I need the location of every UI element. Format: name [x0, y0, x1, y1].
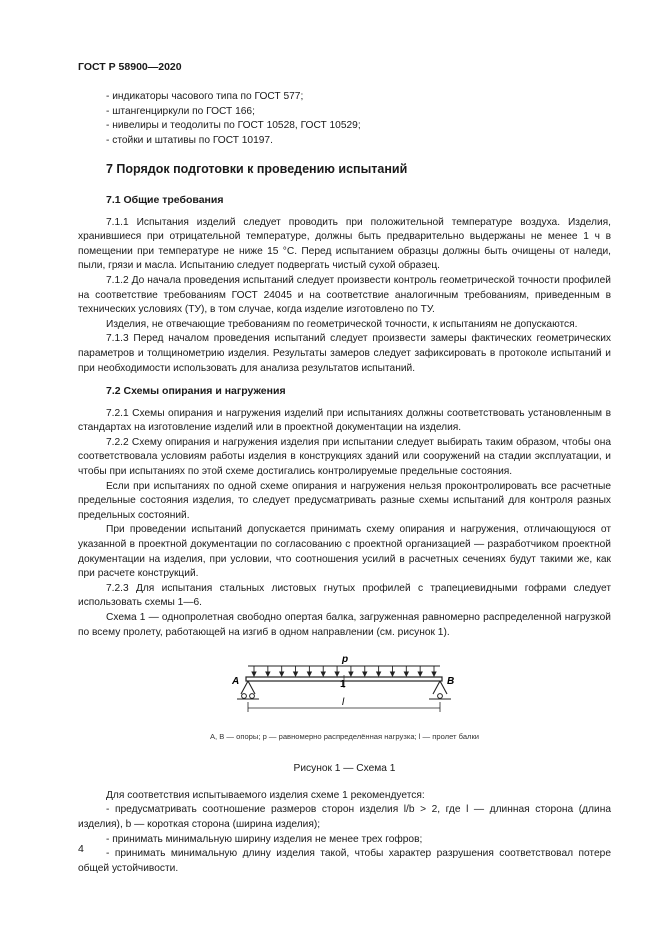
load-arrow-head — [335, 672, 339, 676]
load-label: p — [342, 654, 349, 666]
subsection-heading: 7.2 Схемы опирания и нагружения — [106, 385, 286, 398]
span-label: l — [342, 697, 345, 709]
paragraph: Для соответствия испытываемого изделия схеме 1 рекомендуется: — [106, 789, 425, 801]
paragraph: 7.1.2 До начала проведения испытаний следует произвести контроль геометрической точности профилей на соответствие требованиям ГОСТ 24045 и на соответствие аналогичным требованиям, приведенным в технических условиях (ТУ), в том случае, когда изделие изготовлено по ТУ. — [78, 274, 611, 316]
load-arrow-head — [307, 672, 311, 676]
paragraph: 7.2.2 Схему опирания и нагружения изделия при испытании следует выбирать таким образом, чтобы она соответствовала условиям работы изделия в конструкциях зданий или сооружений на стадии эксплуатации, и чтобы при испытаниях по этой схеме достигались контролируемые предельные состояния. — [78, 436, 611, 478]
list-item: - предусматривать соотношение размеров сторон изделия l/b > 2, где l — длинная сторона (длина изделия), b — короткая сторона (ширина изделия); — [78, 804, 611, 830]
paragraph: Изделия, не отвечающие требованиям по геометрической точности, к испытаниям не допускаются. — [106, 318, 578, 330]
section-heading: 7 Порядок подготовки к проведению испытаний — [106, 162, 408, 177]
standard-header: ГОСТ Р 58900—2020 — [78, 61, 182, 73]
support-b-label: B — [447, 676, 455, 688]
list-item: - штангенциркули по ГОСТ 166; — [106, 105, 255, 117]
load-arrow-head — [266, 672, 270, 676]
subsection-heading: 7.1 Общие требования — [106, 193, 224, 206]
load-arrow-head — [418, 672, 422, 676]
figure-note: A, B — опоры; p — равномерно распределённая нагрузка; l — пролет балки — [209, 732, 480, 742]
load-arrow-head — [432, 672, 436, 676]
load-arrow-head — [294, 672, 298, 676]
support-a-label: A — [232, 676, 240, 688]
load-arrow-head — [390, 672, 394, 676]
tools-list — [78, 90, 611, 148]
paragraph: Схема 1 — однопролетная свободно опертая балка, загруженная равномерно распределенной нагрузкой по всему пролету, работающей на изгиб в одном направлении (см. рисунок 1). — [78, 612, 611, 638]
paragraph: 7.1.1 Испытания изделий следует проводить при положительной температуре воздуха. Изделия, хранившиеся при отрицательной температуре, должны быть предварительно выдержаны не менее 1 ч в помещении при температуре не ниже 15 °С. Перед испытанием образцы должны быть очищены от наледи, пыли, грязи и масла. Испытанию следует подвергать чистый сухой образец. — [78, 216, 611, 272]
figure-caption: Рисунок 1 — Схема 1 — [293, 763, 396, 775]
page-number: 4 — [78, 843, 84, 855]
load-arrow-head — [363, 672, 367, 676]
paragraph: Если при испытаниях по одной схеме опирания и нагружения нельзя проконтролировать все расчетные предельные состояния изделия, то следует предусматривать разные схемы испытаний для контроля разных предельных состояний. — [78, 480, 611, 521]
load-arrow-head — [280, 672, 284, 676]
load-arrow-head — [321, 672, 325, 676]
list-item: - принимать минимальную ширину изделия не менее трех гофров; — [106, 833, 423, 845]
support-a — [237, 681, 259, 699]
list-item: - стойки и штативы по ГОСТ 10197. — [106, 134, 273, 146]
load-arrow-head — [349, 672, 353, 676]
paragraph: 7.1.3 Перед началом проведения испытаний следует произвести замеры фактических геометрических параметров и толщинометрию изделия. Результаты замеров следует зафиксировать в протоколе испытаний и при необходимости использовать для анализа результатов испытаний. — [78, 333, 611, 374]
load-arrows — [252, 666, 436, 676]
figure-scheme-1 — [78, 648, 611, 752]
paragraph: При проведении испытаний допускается принимать схему опирания и нагружения, отличающуюся от указанной в проектной документации по согласованию с проектной организацией — разработчиком проектной документации на изделия, при условии, что соотношения усилий в расчетных сечениях будут такими же, как при расчете конструкций. — [78, 524, 611, 580]
load-arrow-head — [404, 672, 408, 676]
load-arrow-head — [377, 672, 381, 676]
paragraph: 7.2.3 Для испытания стальных листовых гнутых профилей с трапециевидными гофрами следует использовать схемы 1—6. — [78, 582, 611, 609]
load-arrow-head — [252, 672, 256, 676]
list-item: - принимать минимальную длину изделия такой, чтобы характер разрушения соответствовал потере общей устойчивости. — [78, 848, 611, 874]
paragraph: 7.2.1 Схемы опирания и нагружения изделий при испытаниях должны соответствовать установленным в стандартах на изготовление изделий или в проектной документации на изделия. — [78, 407, 611, 434]
beam-diagram — [218, 648, 468, 718]
list-item: - нивелиры и теодолиты по ГОСТ 10528, ГОСТ 10529; — [106, 120, 361, 132]
list-item: - индикаторы часового типа по ГОСТ 577; — [106, 91, 304, 102]
beam-label: 1 — [340, 679, 346, 691]
page-content — [78, 90, 611, 876]
